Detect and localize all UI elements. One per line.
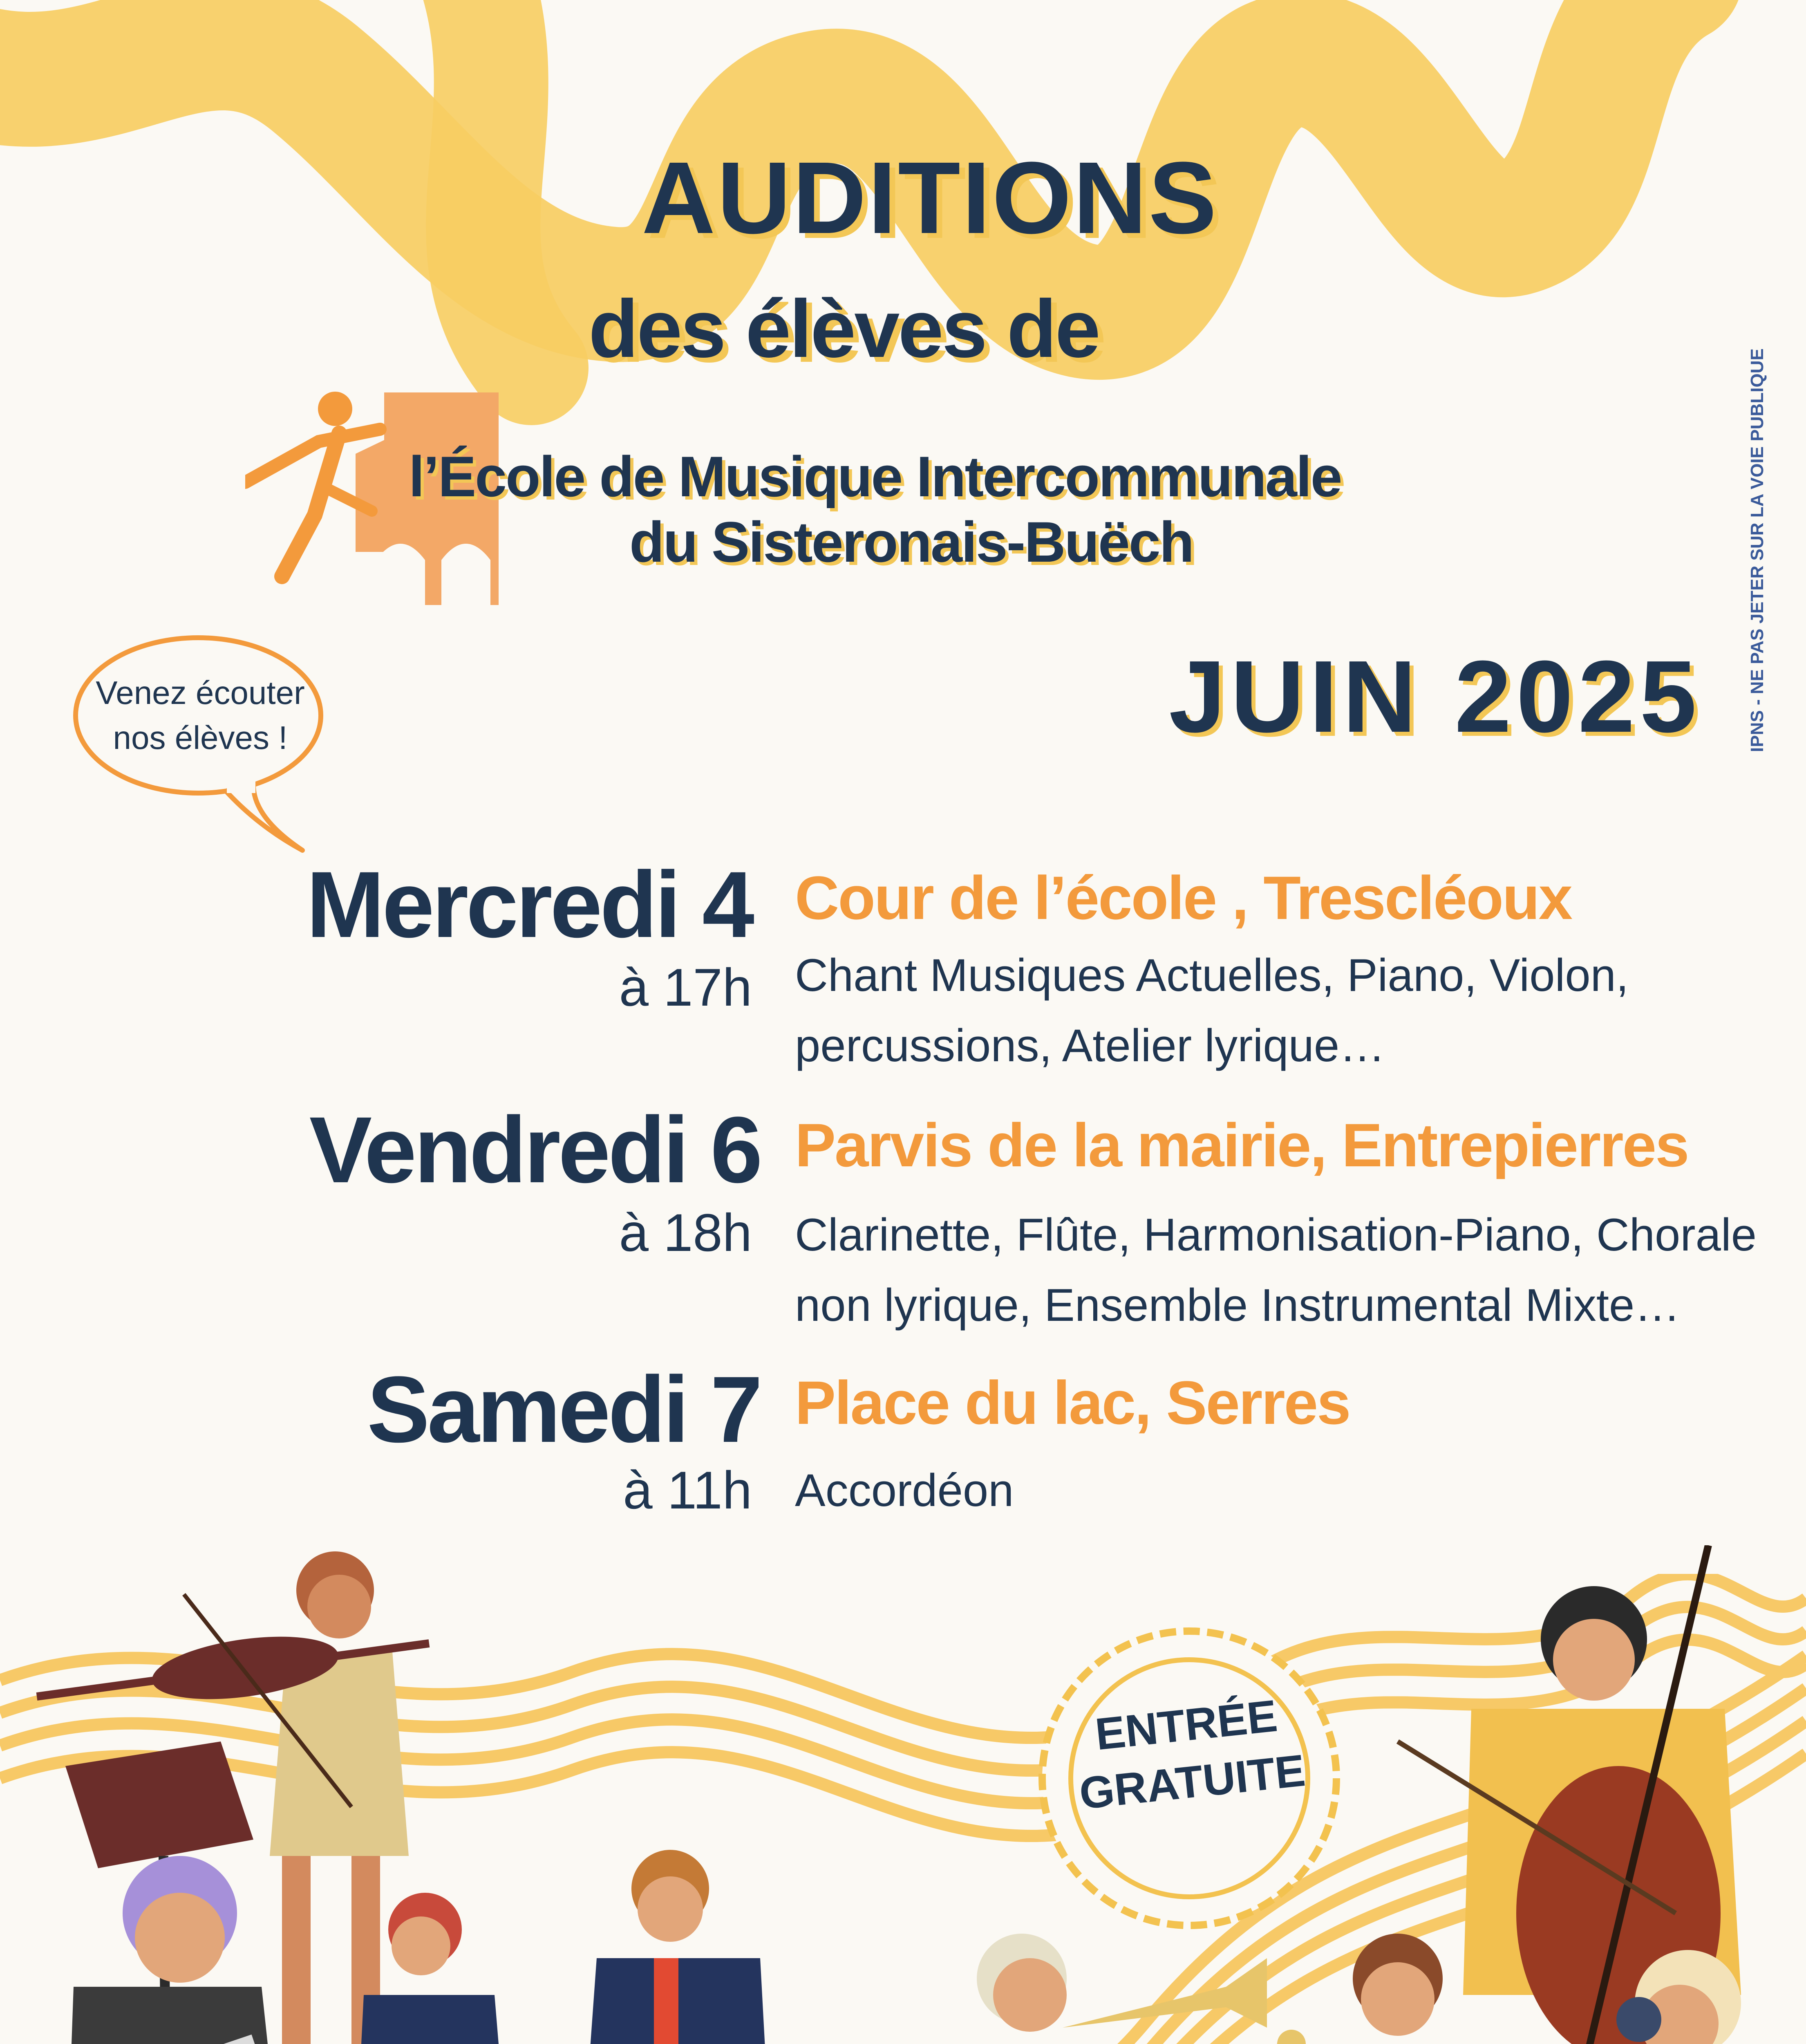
cymbal-player-figure: [278, 1893, 515, 2044]
bubble-line1: Venez écouter: [96, 675, 305, 711]
event-place-1: Cour de l’école , Trescléoux: [795, 863, 1572, 932]
musicians-illustration: [0, 1545, 1806, 2044]
badge-line1: ENTRÉE: [1093, 1690, 1280, 1760]
event-month: JUIN 2025: [1169, 639, 1702, 753]
event-day-3: Samedi 7: [367, 1357, 760, 1462]
title-des-eleves: des élèves de: [589, 283, 1099, 374]
school-name-line2: du Sisteronais-Buëch: [629, 510, 1193, 574]
event-detail-line: Accordéon: [795, 1465, 1014, 1516]
event-detail-line: percussions, Atelier lyrique…: [795, 1020, 1385, 1071]
bubble-line2: nos élèves !: [113, 719, 288, 756]
trumpeter-figure: [899, 1934, 1267, 2044]
flutist-figure: [0, 1856, 286, 2044]
event-place-3: Place du lac, Serres: [795, 1368, 1350, 1437]
event-detail-line: Chant Musiques Actuelles, Piano, Violon,: [795, 950, 1629, 1001]
event-detail-line: Clarinette, Flûte, Harmonisation-Piano, Chorale: [795, 1209, 1757, 1260]
title-auditions: AUDITIONS: [642, 141, 1218, 255]
event-time-1: à 17h: [619, 957, 752, 1017]
event-time-3: à 11h: [623, 1460, 752, 1520]
side-note: IPNS - NE PAS JETER SUR LA VOIE PUBLIQUE: [1747, 348, 1767, 752]
speech-bubble-text: [78, 670, 323, 760]
event-details-1: [795, 940, 1629, 1081]
school-name-line1: l’École de Musique Intercommunale: [409, 444, 1341, 509]
event-detail-line: non lyrique, Ensemble Instrumental Mixte…: [795, 1280, 1681, 1331]
event-time-2: à 18h: [619, 1203, 752, 1262]
event-day-2: Vendredi 6: [309, 1097, 760, 1202]
badge-line2: GRATUITE: [1077, 1745, 1308, 1819]
drummer-figure: [556, 1850, 772, 2044]
event-details-3: [795, 1455, 1014, 1526]
event-details-2: [795, 1200, 1757, 1340]
event-place-2: Parvis de la mairie, Entrepierres: [795, 1111, 1688, 1179]
event-day-1: Mercredi 4: [306, 852, 752, 957]
